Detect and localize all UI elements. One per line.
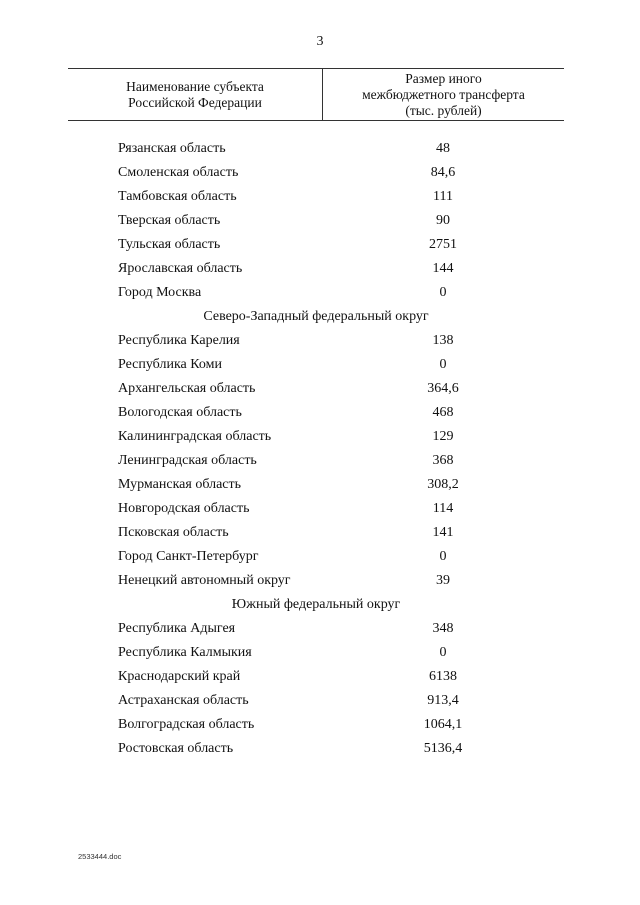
subject-name: Волгоградская область [118,717,255,732]
table-row [68,713,564,737]
table-row [68,665,564,689]
transfer-amount: 90 [436,213,450,228]
table-body [68,137,564,761]
subject-name: Республика Коми [118,357,222,372]
subject-name: Тверская область [118,213,221,228]
subject-name: Тамбовская область [118,189,237,204]
subject-name: Архангельская область [118,381,256,396]
table-row [68,641,564,665]
transfer-amount: 308,2 [427,477,459,492]
transfer-amount: 364,6 [427,381,459,396]
transfer-amount: 348 [432,621,454,636]
transfer-amount: 138 [432,333,454,348]
table-row [68,497,564,521]
subject-name: Астраханская область [118,693,249,708]
table-row [68,209,564,233]
table-row [68,353,564,377]
table-row [68,737,564,761]
table-row [68,473,564,497]
transfer-amount: 1064,1 [423,717,463,732]
transfer-amount: 114 [432,501,454,516]
table-row [68,185,564,209]
transfer-amount: 5136,4 [423,741,463,756]
table-row [68,449,564,473]
subject-name: Город Москва [118,285,202,300]
document-code: 2533444.doc [78,852,122,861]
transfer-amount: 368 [432,453,454,468]
table-row [68,617,564,641]
header-subject: Наименование субъекта Российской Федерации [68,69,323,120]
subject-name: Республика Калмыкия [118,645,252,660]
subject-name: Республика Карелия [118,333,240,348]
transfer-amount: 468 [432,405,454,420]
transfer-amount: 39 [436,573,450,588]
subject-name: Город Санкт-Петербург [118,549,259,564]
subject-name: Ростовская область [118,741,234,756]
table-row [68,521,564,545]
transfer-amount: 0 [439,357,447,372]
table-row [68,377,564,401]
table-row [68,569,564,593]
page-number: 3 [316,34,324,49]
table-row [68,545,564,569]
table-row [68,281,564,305]
table-row [68,137,564,161]
table-row [68,689,564,713]
transfer-amount: 144 [432,261,454,276]
transfer-amount: 129 [432,429,454,444]
subject-name: Ленинградская область [118,453,257,468]
table-header [68,68,564,121]
subject-name: Республика Адыгея [118,621,236,636]
table-row [68,161,564,185]
transfer-amount: 111 [433,189,453,204]
transfer-amount: 141 [432,525,454,540]
transfer-amount: 913,4 [427,693,459,708]
table-row [68,233,564,257]
section-heading: Южный федеральный округ [231,597,401,612]
table-row [68,257,564,281]
subject-name: Краснодарский край [118,669,241,684]
subject-name: Псковская область [118,525,229,540]
subject-name: Новгородская область [118,501,250,516]
table-row [68,329,564,353]
transfer-amount: 48 [436,141,450,156]
transfer-amount: 2751 [429,237,457,252]
table-row [68,425,564,449]
header-amount: Размер иного межбюджетного трансферта (тыс. рублей) [362,70,525,118]
transfer-amount: 0 [439,645,447,660]
subject-name: Калининградская область [118,429,272,444]
transfer-amount: 0 [439,549,447,564]
subject-name: Тульская область [118,237,221,252]
transfer-amount: 0 [439,285,447,300]
subject-name: Ярославская область [118,261,243,276]
table-row [68,401,564,425]
transfer-amount: 6138 [429,669,457,684]
transfer-table [68,68,564,761]
subject-name: Смоленская область [118,165,239,180]
transfer-amount: 84,6 [430,165,456,180]
subject-name: Ненецкий автономный округ [118,573,291,588]
subject-name: Вологодская область [118,405,242,420]
subject-name: Рязанская область [118,141,226,156]
section-heading: Северо-Западный федеральный округ [203,309,429,324]
subject-name: Мурманская область [118,477,242,492]
